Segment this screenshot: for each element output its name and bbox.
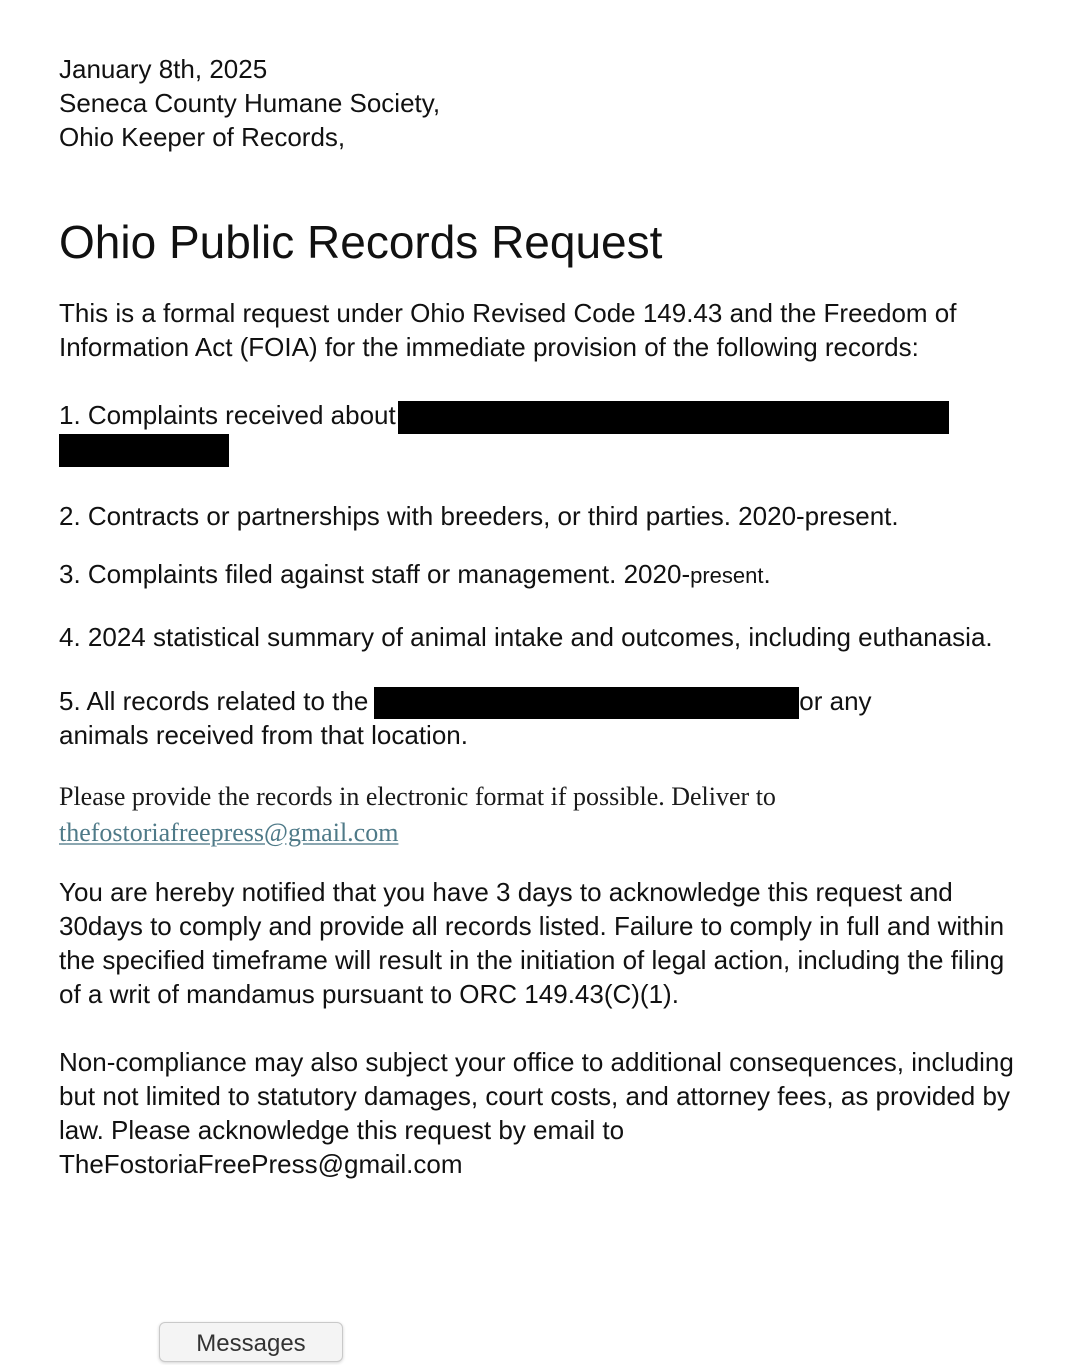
request-item-2: 2. Contracts or partnerships with breeders, or third parties. 2020-present. bbox=[59, 500, 899, 531]
request-item-5-suffix: or any bbox=[799, 685, 872, 716]
redaction-block bbox=[398, 401, 949, 434]
page-title: Ohio Public Records Request bbox=[59, 216, 663, 268]
redaction-block bbox=[59, 434, 229, 467]
noncompliance-paragraph: Non-compliance may also subject your office to additional consequences, including but not limited to statutory damages, court costs, and attorney fees, as provided by law. Please acknowledge this request by email to TheFostoriaFreePress@gmail.com bbox=[59, 1046, 1014, 1179]
request-item-4: 4. 2024 statistical summary of animal intake and outcomes, including euthanasia. bbox=[59, 621, 993, 652]
request-item-3-small-text: present bbox=[690, 562, 764, 588]
delivery-instructions bbox=[59, 779, 1019, 851]
messages-button[interactable]: Messages bbox=[159, 1322, 343, 1362]
request-item-3-text: 3. Complaints filed against staff or management. 2020- bbox=[59, 558, 691, 589]
recipient-title: Ohio Keeper of Records, bbox=[59, 122, 346, 152]
request-item-3-end: . bbox=[763, 558, 771, 589]
letter-header bbox=[59, 52, 1019, 154]
request-item-3 bbox=[59, 557, 1019, 593]
notice-paragraph: You are hereby notified that you have 3 days to acknowledge this request and 30days to comply and provide all records listed. Failure to comply in full and within the specified timeframe will result in the initiation of legal action, including the filing of a writ of mandamus pursuant to ORC 149.43(C)(1). bbox=[59, 876, 1005, 1009]
request-item-1-text: 1. Complaints received about bbox=[59, 400, 396, 430]
request-item-5 bbox=[59, 685, 1019, 751]
request-item-5-text: 5. All records related to the bbox=[59, 685, 369, 716]
redaction-block bbox=[374, 687, 799, 719]
letter-document bbox=[59, 52, 1019, 1181]
request-item-1 bbox=[59, 398, 1019, 467]
intro-paragraph: This is a formal request under Ohio Revised Code 149.43 and the Freedom of Information Act (FOIA) for the immediate provision of the following records: bbox=[59, 298, 957, 362]
request-item-5-line2: animals received from that location. bbox=[59, 719, 468, 750]
recipient-organization: Seneca County Humane Society, bbox=[59, 88, 441, 118]
delivery-text: Please provide the records in electronic format if possible. Deliver to bbox=[59, 781, 776, 811]
letter-date: January 8th, 2025 bbox=[59, 54, 268, 84]
delivery-email-link[interactable]: thefostoriafreepress@gmail.com bbox=[59, 817, 399, 847]
